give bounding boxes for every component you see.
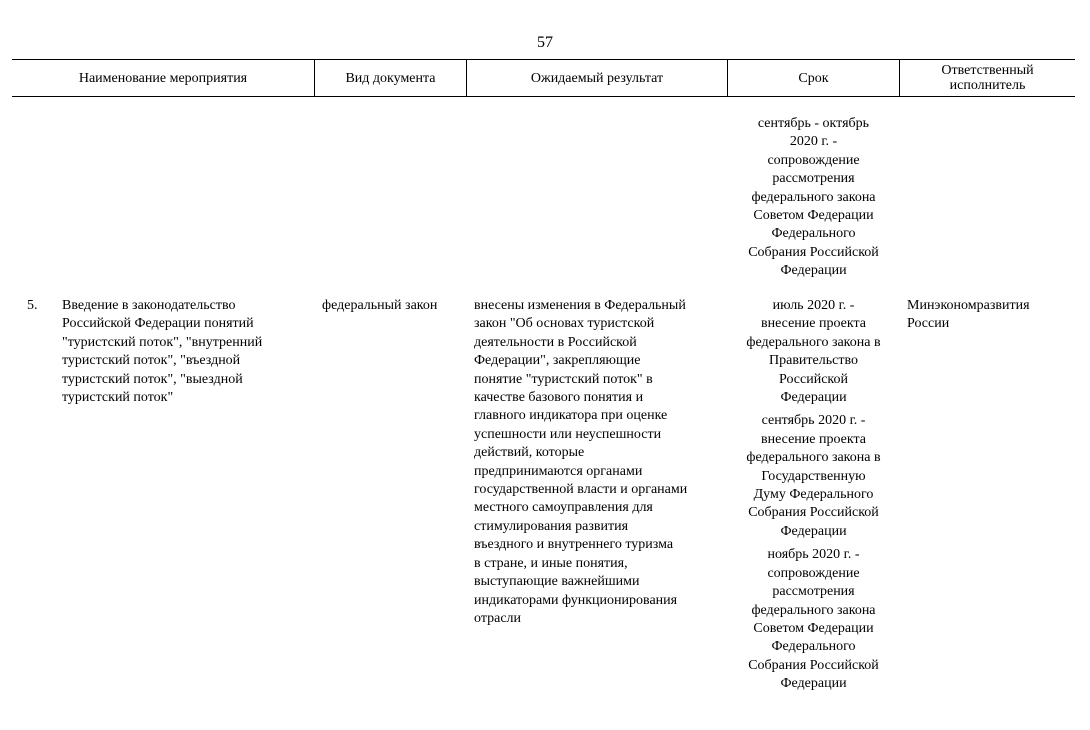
deadline-line: Советом Федерации [753,620,874,636]
deadline-cell [728,297,899,694]
deadline-line: рассмотрения [772,171,855,187]
header-expected-result: Ожидаемый результат [530,70,664,86]
deadline-line: 2020 г. - [789,134,838,150]
responsible-line: России [907,316,950,332]
result-line: местного самоуправления для [474,500,653,516]
result-line: в стране, и иные понятия, [474,555,628,571]
result-line: предпринимаются органами [474,463,643,479]
result-line: успешности или неуспешности [474,426,662,442]
header-deadline: Срок [798,70,829,86]
deadline-line: внесение проекта [761,431,866,447]
header-event-name: Наименование мероприятия [78,70,248,86]
header-document-type: Вид документа [345,70,436,86]
deadline-line: ноябрь 2020 г. - [767,547,860,563]
result-line: стимулирования развития [474,518,629,534]
result-line: действий, которые [474,445,585,461]
page-number: 57 [537,34,553,51]
deadline-line: Федерации [780,523,847,539]
deadline-line: внесение проекта [761,316,866,332]
deadline-line: июль 2020 г. - [772,298,855,313]
result-line: индикаторами функционирования [474,592,678,608]
deadline-line: Советом Федерации [753,208,874,224]
header-responsible [900,59,1075,97]
event-name-line: туристский поток" [62,390,174,406]
deadline-line: федерального закона в [746,450,881,466]
deadline-line: Федерального [771,226,856,242]
document-type-cell: федеральный закон [322,298,438,313]
result-line: понятие "туристский поток" в [474,371,653,387]
deadline-line: Собрания Российской [748,244,879,260]
event-name-line: туристский поток", "въездной [62,353,241,369]
deadline-line: федерального закона [751,602,876,618]
deadline-line: федерального закона [751,189,876,205]
event-name-line: Введение в законодательство [62,298,236,313]
expected-result-cell [474,297,726,628]
deadline-line: сопровождение [767,152,860,168]
deadline-block [728,297,899,407]
deadline-line: Федерации [780,390,847,406]
deadline-line: Российской [779,371,848,387]
deadline-line: Федерации [780,676,847,692]
deadline-line: Федерации [780,263,847,279]
result-line: закон "Об основах туристской [474,316,655,332]
event-name-line: туристский поток", "выездной [62,371,243,387]
event-name-line: Российской Федерации понятий [62,316,254,332]
deadline-block [728,412,899,541]
deadline-line: Государственную [761,468,866,484]
deadline-block [728,546,899,693]
result-line: деятельности в Российской [474,334,637,350]
deadline-line: Собрания Российской [748,505,879,521]
header-responsible-line: Ответственный [941,63,1034,78]
event-name-line: "туристский поток", "внутренний [62,334,263,350]
deadline-line: Федерального [771,639,856,655]
deadline-line: Правительство [769,353,858,369]
result-line: отрасли [474,610,522,626]
deadline-line: сентябрь 2020 г. - [761,413,866,429]
result-line: главного индикатора при оценке [474,408,668,424]
deadline-line: федерального закона в [746,334,881,350]
result-line: государственной власти и органами [474,482,688,498]
carryover-deadline [728,115,899,281]
responsible-cell [907,297,1075,334]
result-line: внесены изменения в Федеральный [474,298,686,313]
deadline-line: Собрания Российской [748,657,879,673]
deadline-line: рассмотрения [772,584,855,600]
header-responsible-line: исполнитель [949,78,1026,93]
deadline-line: сопровождение [767,565,860,581]
deadline-line: сентябрь - октябрь [757,116,870,131]
result-line: Федерации", закрепляющие [474,353,641,369]
deadline-line: Думу Федерального [753,487,874,503]
responsible-line: Минэкономразвития [907,298,1030,313]
event-name-cell [62,297,312,407]
result-line: въездного и внутреннего туризма [474,537,674,553]
row-number: 5. [27,298,38,313]
result-line: качестве базового понятия и [474,390,644,406]
result-line: выступающие важнейшими [474,574,640,590]
